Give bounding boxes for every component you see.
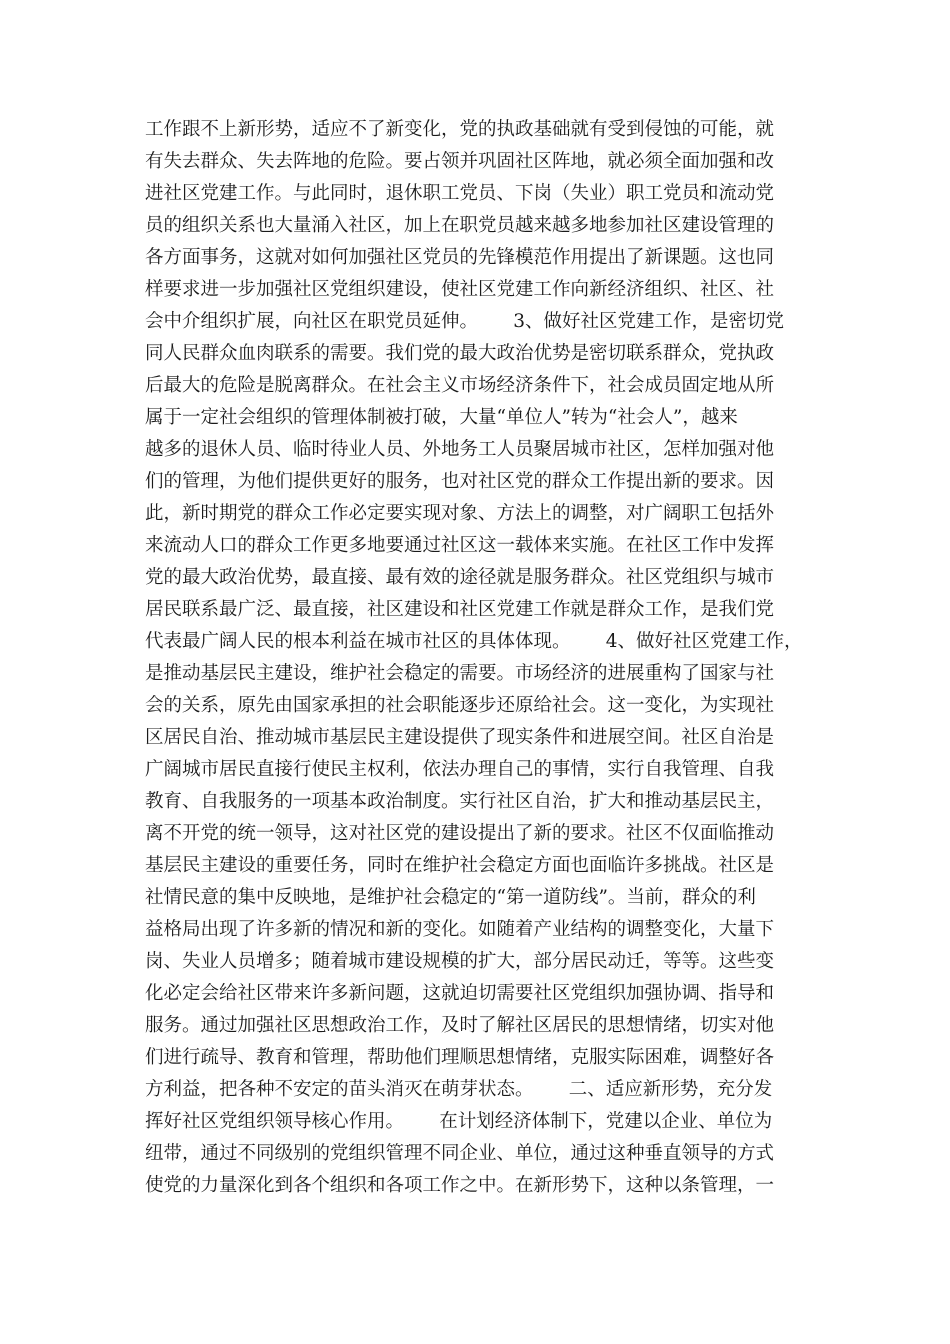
text-line: 工作跟不上新形势，适应不了新变化，党的执政基础就有受到侵蚀的可能，就 — [145, 119, 775, 140]
text-line: 会的关系，原先由国家承担的社会职能逐步还原给社会。这一变化，为实现社 — [145, 695, 775, 716]
text-line: 有失去群众、失去阵地的危险。要占领并巩固社区阵地，就必须全面加强和改 — [145, 151, 775, 172]
text-line: 会中介组织扩展，向社区在职党员延伸。 3、做好社区党建工作，是密切党 — [145, 311, 785, 332]
text-line: 员的组织关系也大量涌入社区，加上在职党员越来越多地参加社区建设管理的 — [145, 215, 775, 236]
text-line: 们的管理，为他们提供更好的服务，也对社区党的群众工作提出新的要求。因 — [145, 471, 775, 492]
text-line: 进社区党建工作。与此同时，退休职工党员、下岗（失业）职工党员和流动党 — [145, 183, 775, 204]
body-text — [145, 114, 825, 1202]
text-line: 各方面事务，这就对如何加强社区党员的先锋模范作用提出了新课题。这也同 — [145, 247, 775, 268]
text-line: 代表最广阔人民的根本利益在城市社区的具体体现。 4、做好社区党建工作， — [145, 631, 803, 652]
text-line: 是推动基层民主建设，维护社会稳定的需要。市场经济的进展重构了国家与社 — [145, 663, 775, 684]
text-line: 服务。通过加强社区思想政治工作，及时了解社区居民的思想情绪，切实对他 — [145, 1015, 775, 1036]
text-line: 居民联系最广泛、最直接，社区建设和社区党建工作就是群众工作，是我们党 — [145, 599, 775, 620]
text-line: 样要求进一步加强社区党组织建设，使社区党建工作向新经济组织、社区、社 — [145, 279, 775, 300]
text-line: 社情民意的集中反映地，是维护社会稳定的“第一道防线”。当前，群众的利 — [145, 887, 756, 908]
text-line: 挥好社区党组织领导核心作用。 在计划经济体制下，党建以企业、单位为 — [145, 1111, 773, 1132]
text-line: 同人民群众血肉联系的需要。我们党的最大政治优势是密切联系群众，党执政 — [145, 343, 775, 364]
text-line: 教育、自我服务的一项基本政治制度。实行社区自治，扩大和推动基层民主， — [145, 791, 775, 812]
text-line: 越多的退休人员、临时待业人员、外地务工人员聚居城市社区，怎样加强对他 — [145, 439, 775, 460]
text-line: 方利益，把各种不安定的苗头消灭在萌芽状态。 二、适应新形势，充分发 — [145, 1079, 773, 1100]
text-line: 使党的力量深化到各个组织和各项工作之中。在新形势下，这种以条管理，一 — [145, 1175, 775, 1196]
text-line: 基层民主建设的重要任务，同时在维护社会稳定方面也面临许多挑战。社区是 — [145, 855, 775, 876]
text-line: 来流动人口的群众工作更多地要通过社区这一载体来实施。在社区工作中发挥 — [145, 535, 775, 556]
text-line: 岗、失业人员增多；随着城市建设规模的扩大，部分居民动迁，等等。这些变 — [145, 951, 775, 972]
text-line: 们进行疏导、教育和管理，帮助他们理顺思想情绪，克服实际困难，调整好各 — [145, 1047, 775, 1068]
text-line: 益格局出现了许多新的情况和新的变化。如随着产业结构的调整变化，大量下 — [145, 919, 775, 940]
text-line: 纽带，通过不同级别的党组织管理不同企业、单位，通过这种垂直领导的方式 — [145, 1143, 775, 1164]
text-line: 区居民自治、推动城市基层民主建设提供了现实条件和进展空间。社区自治是 — [145, 727, 775, 748]
text-line: 广阔城市居民直接行使民主权利，依法办理自己的事情，实行自我管理、自我 — [145, 759, 775, 780]
text-line: 属于一定社会组织的管理体制被打破，大量“单位人”转为“社会人”，越来 — [145, 407, 738, 428]
text-line: 化必定会给社区带来许多新问题，这就迫切需要社区党组织加强协调、指导和 — [145, 983, 775, 1004]
text-line: 党的最大政治优势，最直接、最有效的途径就是服务群众。社区党组织与城市 — [145, 567, 775, 588]
text-line: 后最大的危险是脱离群众。在社会主义市场经济条件下，社会成员固定地从所 — [145, 375, 775, 396]
text-line: 离不开党的统一领导，这对社区党的建设提出了新的要求。社区不仅面临推动 — [145, 823, 775, 844]
text-line: 此，新时期党的群众工作必定要实现对象、方法上的调整，对广阔职工包括外 — [145, 503, 775, 524]
